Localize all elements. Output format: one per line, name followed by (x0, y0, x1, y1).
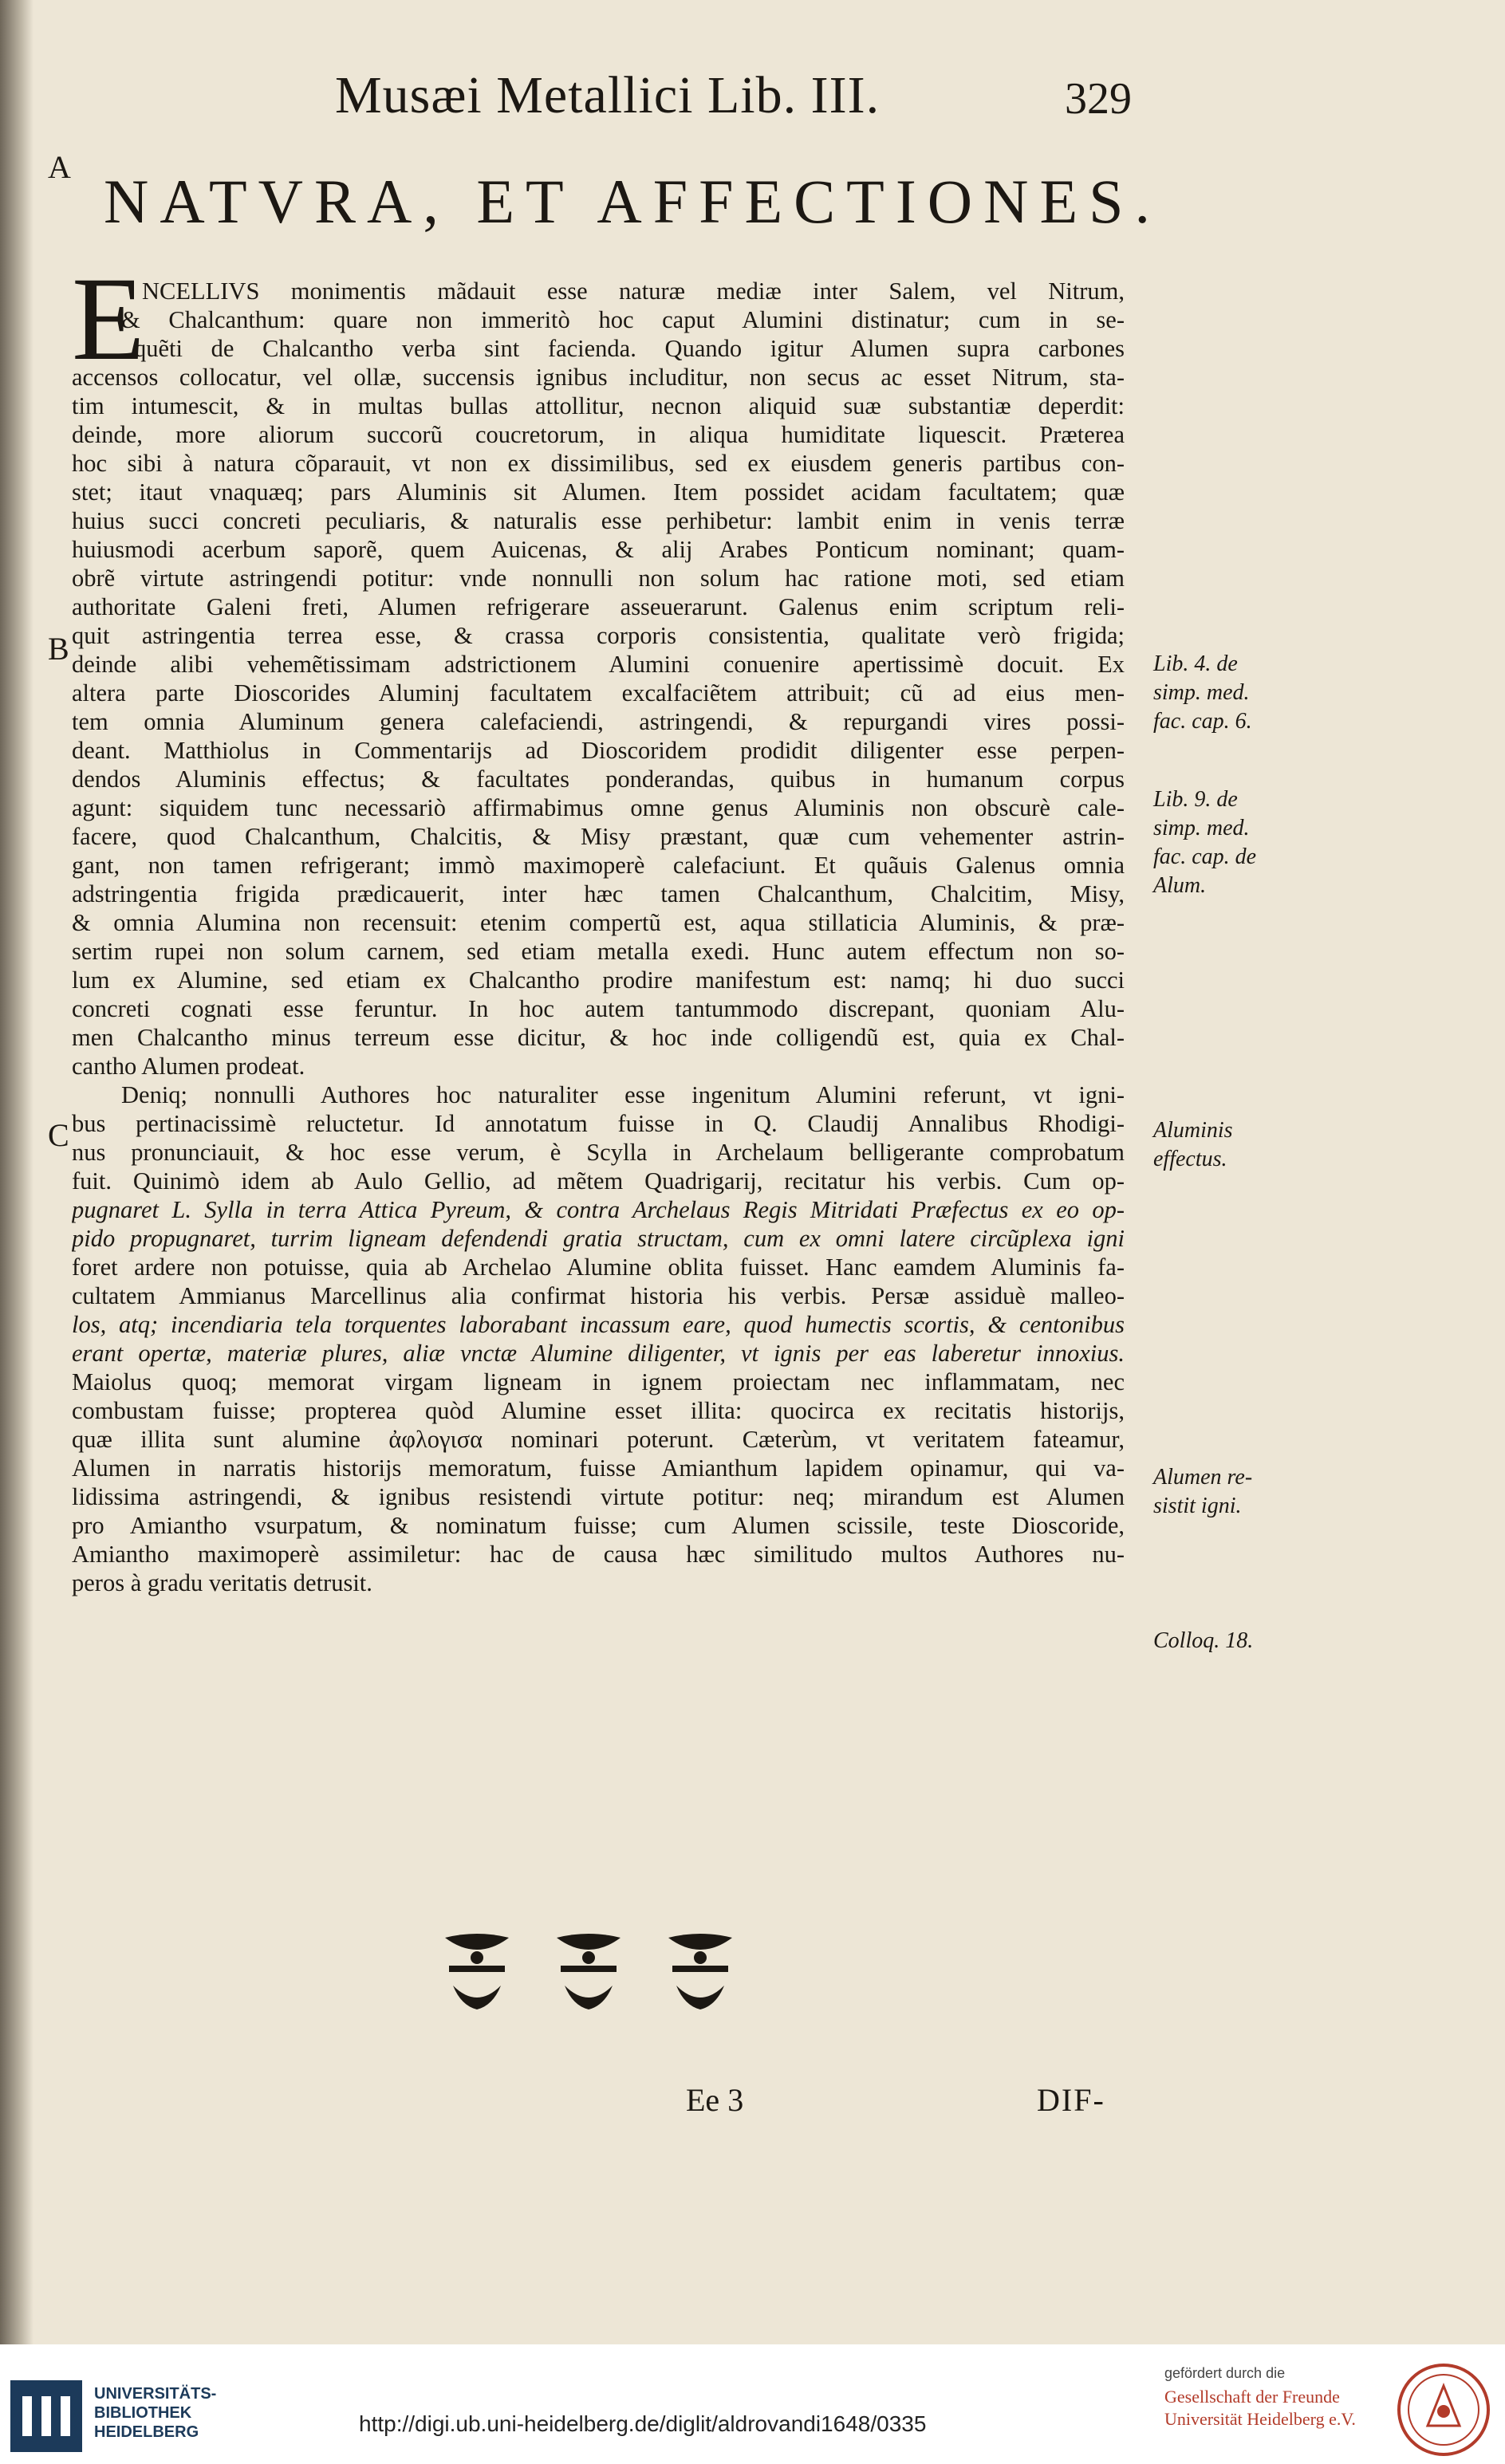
sponsor-seal-icon (1396, 2362, 1491, 2458)
text-line: obrẽ virtute astringendi potitur: vnde nonnulli non solum hac ratione moti, sed etiam (72, 565, 1125, 592)
marginal-note-line: simp. med. (1153, 816, 1250, 840)
text-line: agunt: siquidem tunc necessariò affirmabimus omne genus Aluminis non obscurè cale- (72, 794, 1125, 821)
marginal-note-line: sistit igni. (1153, 1494, 1242, 1518)
text-line: bus pertinacissimè reluctetur. Id annotatum fuisse in Q. Claudij Annalibus Rhodigi- (72, 1110, 1125, 1137)
text-line: gant, non tamen refrigerant; immò maximoperè calefaciunt. Et quãuis Galenus omnia (72, 852, 1125, 879)
marginal-note-line: Colloq. 18. (1153, 1628, 1254, 1653)
text-line: Alumen in narratis historijs memoratum, fuisse Amianthum lapidem opinamur, qui va- (72, 1454, 1125, 1482)
text-line: NCELLIVS monimentis mãdauit esse naturæ mediæ inter Salem, vel Nitrum, (142, 277, 1125, 305)
text-line: men Chalcantho minus terreum esse dicitur, & hoc inde colligendũ est, quia ex Chal- (72, 1024, 1125, 1051)
marginal-note-line: Aluminis (1153, 1118, 1233, 1143)
text-line: pugnaret L. Sylla in terra Attica Pyreum, & contra Archelaus Regis Mitridati Præfectus ex eo op- (72, 1196, 1125, 1223)
marginal-note-lib4 (1153, 650, 1297, 736)
marginal-note-effectus (1153, 1116, 1297, 1174)
marginal-note-lib9 (1153, 785, 1297, 900)
marginal-note-line: Lib. 9. de (1153, 787, 1238, 812)
text-line: huius succi concreti peculiaris, & naturalis esse perhibetur: lambit enim in venis terræ (72, 507, 1125, 534)
footer-bar (0, 2344, 1505, 2464)
section-title: NATVRA, ET AFFECTIONES. (104, 167, 1161, 236)
text-line: huiusmodi acerbum saporẽ, quem Auicenas, & alij Arabes Ponticum nominant; quam- (72, 536, 1125, 563)
text-line: authoritate Galeni freti, Alumen refrigerare asseuerarunt. Galenus enim scriptum reli- (72, 593, 1125, 620)
text-line: quæ illita sunt alumine ἀφλογισα nominari poterunt. Cæterùm, vt veritatem fateamur, (72, 1426, 1125, 1453)
text-line: deant. Matthiolus in Commentarijs ad Dioscoridem prodidit diligenter esse perpen- (72, 737, 1125, 764)
text-line: quit astringentia terrea esse, & crassa corporis consistentia, qualitate verò frigida; (72, 622, 1125, 649)
text-line: lidissima astringendi, & ignibus resistendi virtute potitur: neq; mirandum est Alumen (72, 1483, 1125, 1510)
text-line: pro Amiantho vsurpatum, & nominatum fuisse; cum Alumen scissile, teste Dioscoride, (72, 1512, 1125, 1539)
text-line: concreti cognati esse feruntur. In hoc autem tantummodo discrepant, quoniam Alu- (72, 995, 1125, 1022)
marginal-note-line: effectus. (1153, 1147, 1227, 1171)
text-line: cultatem Ammianus Marcellinus alia confirmat historia his verbis. Persæ assiduè malleo- (72, 1282, 1125, 1309)
page-number: 329 (1065, 74, 1132, 124)
decorative-ornament (429, 1930, 748, 2025)
sponsor-name-line: Gesellschaft der Freunde (1164, 2387, 1340, 2407)
marginal-note-line: Alumen re- (1153, 1465, 1253, 1490)
text-line: altera parte Dioscorides Aluminj facultatem excalfaciẽtem attribuit; cũ ad eius men- (72, 679, 1125, 707)
text-line: adstringentia frigida prædicauerit, inter hæc tamen Chalcanthum, Chalcitim, Misy, (72, 880, 1125, 907)
text-line: Maiolus quoq; memorat virgam ligneam in ignem proiectam nec inflammatam, nec (72, 1368, 1125, 1395)
marginal-note-line: fac. cap. de (1153, 844, 1257, 869)
text-line: & Chalcanthum: quare non immeritò hoc caput Alumini distinatur; cum in se- (121, 306, 1125, 333)
marginal-note-line: simp. med. (1153, 680, 1250, 705)
text-line: nus pronunciauit, & hoc esse verum, è Scylla in Archelaum belligerante comprobatum (72, 1139, 1125, 1166)
text-line: Amiantho maximoperè assimiletur: hac de causa hæc similitudo multos Authores nu- (72, 1541, 1125, 1568)
library-logo-icon (6, 2376, 86, 2456)
sponsor-name (1164, 2386, 1356, 2431)
library-name-line: HEIDELBERG (94, 2423, 199, 2441)
text-line: accensos collocatur, vel ollæ, succensis ignibus includitur, non secus ac esset Nitrum, sta- (72, 364, 1125, 391)
library-name (94, 2384, 216, 2442)
marginal-note-colloq (1153, 1627, 1297, 1655)
sponsor-name-line: Universität Heidelberg e.V. (1164, 2409, 1356, 2429)
marginal-note-resistit (1153, 1463, 1297, 1521)
text-line: foret ardere non potuisse, quia ab Archelao Alumine oblita fuisset. Hanc eamdem Aluminis fa- (72, 1254, 1125, 1281)
text-line: peros à gradu veritatis detrusit. (72, 1569, 372, 1596)
running-header-title: Musæi Metallici Lib. III. (335, 66, 881, 124)
catchword: DIF- (1037, 2082, 1105, 2118)
margin-letter-c: C (48, 1117, 69, 1153)
text-line: stet; itaut vnaquæq; pars Aluminis sit Alumen. Item possidet acidam facultatem; quæ (72, 478, 1125, 506)
text-line: los, atq; incendiaria tela torquentes laborabant incassum eare, quod humectis scortis, & centonibus (72, 1311, 1125, 1338)
margin-letter-a: A (48, 149, 71, 185)
sponsor-caption: gefördert durch die (1164, 2365, 1286, 2381)
text-line: cantho Alumen prodeat. (72, 1053, 305, 1080)
text-line: facere, quod Chalcanthum, Chalcitis, & Misy præstant, quæ cum vehementer astrin- (72, 823, 1125, 850)
text-line: hoc sibi à natura cõparauit, vt non ex dissimilibus, sed ex eiusdem generis partibus con- (72, 450, 1125, 477)
page-binding-shadow (0, 0, 33, 2344)
text-line: deinde, more aliorum succorũ coucretorum, in aliqua humiditate liquescit. Præterea (72, 421, 1125, 448)
text-line: & omnia Alumina non recensuit: etenim compertũ est, aqua stillaticia Aluminis, & præ- (72, 909, 1125, 936)
text-line: pido propugnaret, turrim ligneam defendendi gratia structam, cum ex omni latere circũplexa igni (72, 1225, 1125, 1252)
marginal-note-line: Lib. 4. de (1153, 651, 1238, 676)
margin-letter-b: B (48, 631, 69, 667)
marginal-note-line: fac. cap. 6. (1153, 709, 1252, 734)
ornament-motif (445, 1934, 509, 2009)
signature-mark: Ee 3 (686, 2082, 744, 2118)
text-line: erant opertæ, materiæ plures, aliæ vnctæ Alumine diligenter, vt ignis per eas laberetur innoxius. (72, 1340, 1125, 1367)
body-text (72, 277, 1125, 1597)
library-name-line: BIBLIOTHEK (94, 2404, 192, 2422)
text-line: quẽti de Chalcantho verba sint facienda. Quando igitur Alumen supra carbones (134, 335, 1125, 362)
library-name-line: UNIVERSITÄTS- (94, 2385, 217, 2403)
ornament-motif (668, 1934, 732, 2009)
text-line: fuit. Quinimò idem ab Aulo Gellio, ad mẽtem Quadrigarij, recitatur his verbis. Cum op- (72, 1167, 1125, 1195)
text-line: Deniq; nonnulli Authores hoc naturaliter esse ingenitum Alumini referunt, vt igni- (121, 1081, 1125, 1108)
text-line: tem omnia Aluminum genera calefaciendi, astringendi, & repurgandi vires possi- (72, 708, 1125, 735)
text-line: tim intumescit, & in multas bullas attollitur, necnon aliquid suæ substantiæ deperdit: (72, 392, 1125, 419)
text-line: lum ex Alumine, sed etiam ex Chalcantho prodire manifestum est: namq; hi duo succi (72, 966, 1125, 994)
source-url-link[interactable]: http://digi.ub.uni-heidelberg.de/diglit/aldrovandi1648/0335 (359, 2411, 927, 2436)
drop-cap-initial: E (72, 253, 145, 385)
text-line: combustam fuisse; propterea quòd Alumine esset illita: quocirca ex recitatis historijs, (72, 1397, 1125, 1424)
marginal-note-line: Alum. (1153, 873, 1207, 898)
text-line: deinde alibi vehemẽtissimam adstrictionem Alumini conuenire apertissimè docuit. Ex (72, 651, 1125, 678)
text-line: sertim rupei non solum carnem, sed etiam metalla exedi. Hunc autem effectum non so- (72, 938, 1125, 965)
text-line: dendos Aluminis effectus; & facultates ponderandas, quibus in humanum corpus (72, 766, 1125, 793)
ornament-motif (557, 1934, 621, 2009)
